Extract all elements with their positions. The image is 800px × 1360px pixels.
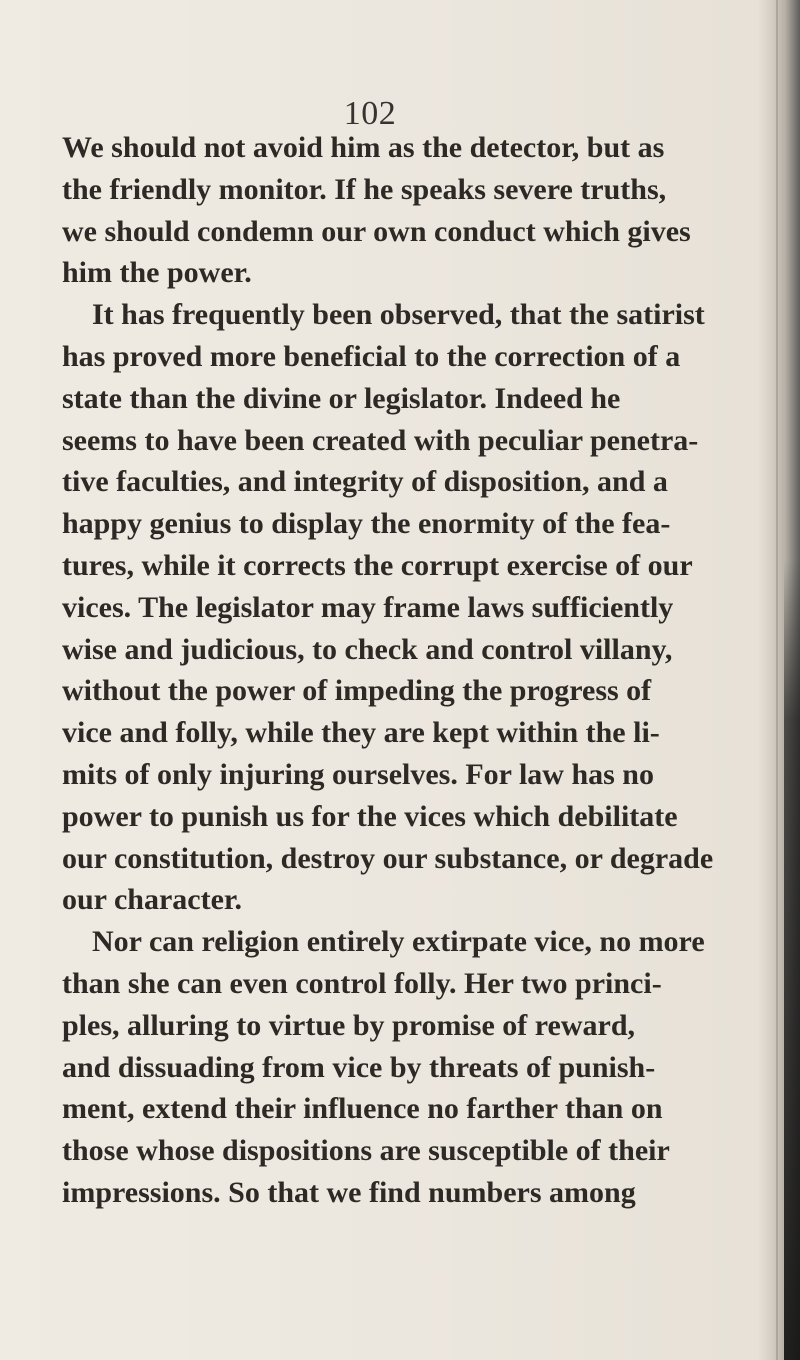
body-text bbox=[0, 127, 770, 1214]
text-line: without the power of impeding the progress of bbox=[62, 674, 652, 708]
text-line: power to punish us for the vices which debilitate bbox=[62, 799, 678, 833]
text-line: mits of only injuring ourselves. For law has no bbox=[62, 757, 654, 791]
text-line: has proved more beneficial to the correction of a bbox=[62, 339, 681, 373]
text-line: our character. bbox=[62, 883, 242, 917]
text-line: vices. The legislator may frame laws sufficiently bbox=[62, 590, 674, 624]
text-line: tive faculties, and integrity of disposition, and a bbox=[62, 465, 668, 499]
text-line: wise and judicious, to check and control villany, bbox=[62, 632, 673, 666]
page-number: 102 bbox=[343, 95, 397, 132]
paragraph-start-line: Nor can religion entirely extirpate vice, no more bbox=[92, 925, 705, 959]
text-line: our constitution, destroy our substance, or degrade bbox=[62, 841, 714, 875]
paragraph-start-line: It has frequently been observed, that the satirist bbox=[92, 298, 705, 332]
text-line: ples, alluring to virtue by promise of reward, bbox=[62, 1008, 636, 1042]
text-line: than she can even control folly. Her two princi- bbox=[62, 966, 662, 1000]
text-line: tures, while it corrects the corrupt exercise of our bbox=[62, 548, 693, 582]
text-line: happy genius to display the enormity of the fea- bbox=[62, 507, 671, 541]
text-line: We should not avoid him as the detector, but as bbox=[62, 131, 665, 164]
text-line: we should condemn our own conduct which gives bbox=[62, 214, 691, 248]
text-line: ment, extend their influence no farther than on bbox=[62, 1092, 663, 1126]
text-line: seems to have been created with peculiar penetra- bbox=[62, 423, 699, 457]
text-line: impressions. So that we find numbers among bbox=[62, 1175, 636, 1209]
text-line: state than the divine or legislator. Indeed he bbox=[62, 381, 621, 415]
text-line: the friendly monitor. If he speaks severe truths, bbox=[62, 172, 667, 206]
text-line: and dissuading from vice by threats of punish- bbox=[62, 1050, 656, 1084]
text-line: him the power. bbox=[62, 256, 252, 290]
text-line: vice and folly, while they are kept within the li- bbox=[62, 716, 660, 750]
text-line: those whose dispositions are susceptible of their bbox=[62, 1134, 670, 1168]
